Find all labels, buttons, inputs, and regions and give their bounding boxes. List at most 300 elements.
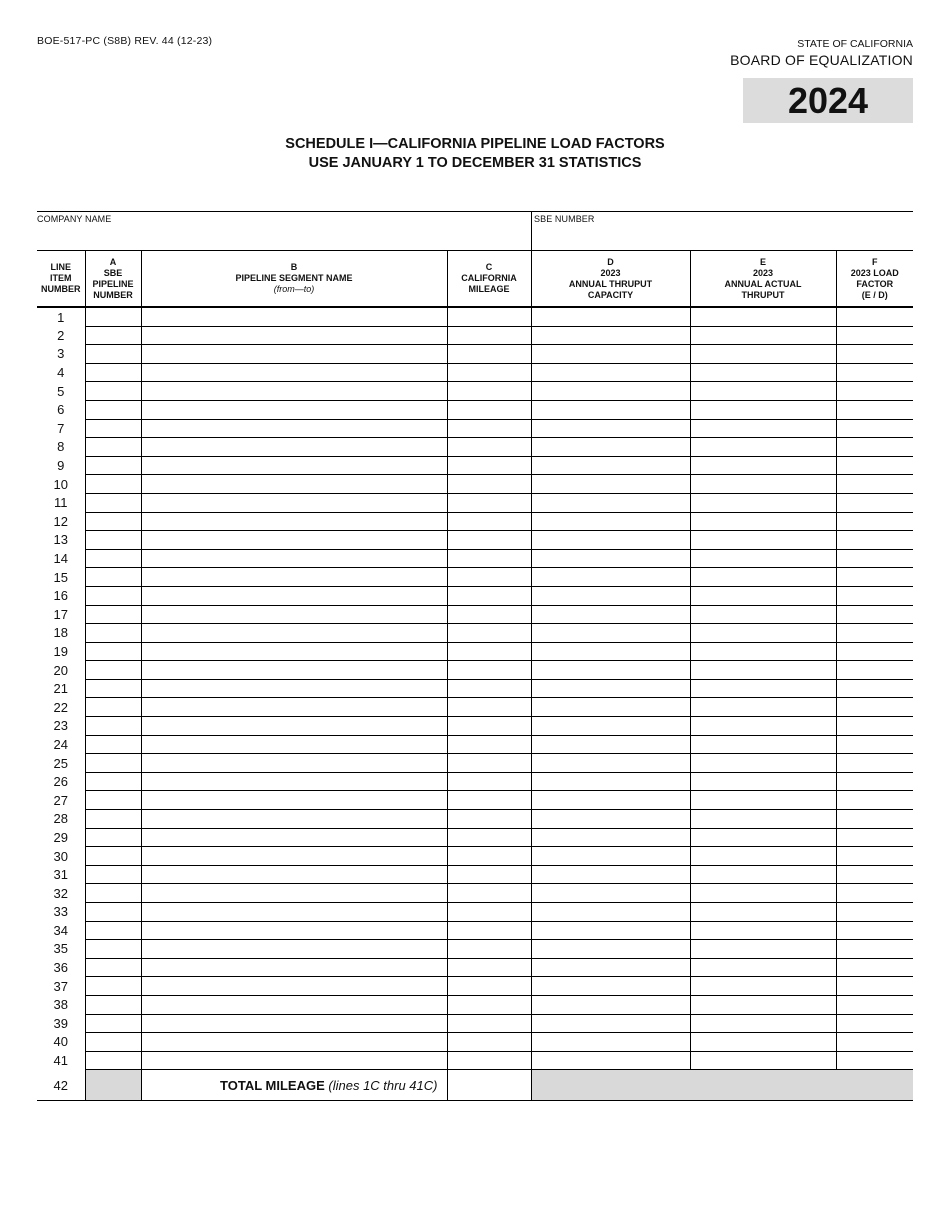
line-number: 41 <box>53 1053 68 1069</box>
table-row <box>37 1014 913 1033</box>
column-header-text: E <box>759 256 766 267</box>
column-header-a <box>85 251 141 308</box>
cell-d[interactable] <box>531 531 690 550</box>
cell-b[interactable] <box>141 1014 447 1033</box>
cell-c[interactable] <box>447 493 531 512</box>
cell-d[interactable] <box>531 754 690 773</box>
cell-b[interactable] <box>141 512 447 531</box>
cell-f[interactable] <box>836 940 913 959</box>
cell-e[interactable] <box>690 772 836 791</box>
cell-f[interactable] <box>836 363 913 382</box>
line-number: 39 <box>53 1015 68 1031</box>
cell-f[interactable] <box>836 679 913 698</box>
cell-d[interactable] <box>531 475 690 494</box>
cell-a[interactable] <box>85 717 141 736</box>
cell-e[interactable] <box>690 958 836 977</box>
cell-d[interactable] <box>531 642 690 661</box>
cell-b[interactable] <box>141 475 447 494</box>
cell-e[interactable] <box>690 903 836 922</box>
total-mileage-cell[interactable] <box>447 1070 531 1101</box>
cell-d[interactable] <box>531 438 690 457</box>
line-number: 34 <box>53 922 68 938</box>
cell-d[interactable] <box>531 1033 690 1052</box>
cell-e[interactable] <box>690 438 836 457</box>
cell-f[interactable] <box>836 772 913 791</box>
cell-a[interactable] <box>85 326 141 345</box>
cell-c[interactable] <box>447 1033 531 1052</box>
cell-f[interactable] <box>836 475 913 494</box>
cell-f[interactable] <box>836 735 913 754</box>
cell-b[interactable] <box>141 307 447 326</box>
cell-c[interactable] <box>447 438 531 457</box>
cell-e[interactable] <box>690 326 836 345</box>
cell-a[interactable] <box>85 493 141 512</box>
table-row <box>37 419 913 438</box>
cell-a[interactable] <box>85 307 141 326</box>
cell-c[interactable] <box>447 717 531 736</box>
line-number: 21 <box>53 681 68 697</box>
cell-a[interactable] <box>85 382 141 401</box>
cell-b[interactable] <box>141 400 447 419</box>
table-row <box>37 903 913 922</box>
cell-a[interactable] <box>85 810 141 829</box>
column-header-text: NUMBER <box>93 289 133 300</box>
cell-f[interactable] <box>836 624 913 643</box>
cell-f[interactable] <box>836 995 913 1014</box>
line-number: 18 <box>53 625 68 641</box>
cell-c[interactable] <box>447 810 531 829</box>
cell-e[interactable] <box>690 810 836 829</box>
cell-c[interactable] <box>447 661 531 680</box>
cell-c[interactable] <box>447 847 531 866</box>
cell-c[interactable] <box>447 735 531 754</box>
cell-b[interactable] <box>141 456 447 475</box>
line-number: 16 <box>53 588 68 604</box>
shaded-cell <box>531 1070 913 1101</box>
cell-c[interactable] <box>447 345 531 364</box>
cell-e[interactable] <box>690 921 836 940</box>
cell-a[interactable] <box>85 1014 141 1033</box>
cell-f[interactable] <box>836 865 913 884</box>
cell-a[interactable] <box>85 940 141 959</box>
cell-a[interactable] <box>85 400 141 419</box>
cell-d[interactable] <box>531 772 690 791</box>
cell-d[interactable] <box>531 884 690 903</box>
cell-b[interactable] <box>141 642 447 661</box>
table-row <box>37 940 913 959</box>
cell-d[interactable] <box>531 605 690 624</box>
cell-e[interactable] <box>690 419 836 438</box>
cell-e[interactable] <box>690 1051 836 1070</box>
cell-c[interactable] <box>447 772 531 791</box>
cell-a[interactable] <box>85 828 141 847</box>
cell-c[interactable] <box>447 549 531 568</box>
cell-b[interactable] <box>141 977 447 996</box>
cell-d[interactable] <box>531 698 690 717</box>
cell-f[interactable] <box>836 921 913 940</box>
cell-a[interactable] <box>85 605 141 624</box>
cell-a[interactable] <box>85 475 141 494</box>
cell-e[interactable] <box>690 828 836 847</box>
cell-a[interactable] <box>85 661 141 680</box>
table-row <box>37 977 913 996</box>
cell-d[interactable] <box>531 828 690 847</box>
cell-e[interactable] <box>690 940 836 959</box>
cell-a[interactable] <box>85 679 141 698</box>
line-number: 42 <box>37 1070 85 1101</box>
cell-d[interactable] <box>531 1014 690 1033</box>
cell-b[interactable] <box>141 586 447 605</box>
cell-a[interactable] <box>85 624 141 643</box>
cell-f[interactable] <box>836 531 913 550</box>
cell-e[interactable] <box>690 642 836 661</box>
cell-b[interactable] <box>141 940 447 959</box>
line-number: 20 <box>53 662 68 678</box>
cell-a[interactable] <box>85 958 141 977</box>
cell-b[interactable] <box>141 903 447 922</box>
cell-f[interactable] <box>836 382 913 401</box>
cell-b[interactable] <box>141 493 447 512</box>
line-number: 33 <box>53 904 68 920</box>
table-row <box>37 307 913 326</box>
cell-b[interactable] <box>141 345 447 364</box>
cell-b[interactable] <box>141 958 447 977</box>
cell-e[interactable] <box>690 605 836 624</box>
cell-a[interactable] <box>85 531 141 550</box>
cell-f[interactable] <box>836 903 913 922</box>
line-number: 35 <box>53 941 68 957</box>
sbe-number-label: SBE NUMBER <box>534 214 595 224</box>
cell-e[interactable] <box>690 568 836 587</box>
cell-a[interactable] <box>85 995 141 1014</box>
line-number: 36 <box>53 960 68 976</box>
cell-d[interactable] <box>531 791 690 810</box>
cell-d[interactable] <box>531 568 690 587</box>
cell-a[interactable] <box>85 754 141 773</box>
cell-e[interactable] <box>690 456 836 475</box>
cell-b[interactable] <box>141 605 447 624</box>
cell-c[interactable] <box>447 642 531 661</box>
cell-f[interactable] <box>836 438 913 457</box>
cell-f[interactable] <box>836 698 913 717</box>
column-header-text: A <box>109 256 117 267</box>
cell-c[interactable] <box>447 884 531 903</box>
cell-a[interactable] <box>85 772 141 791</box>
cell-f[interactable] <box>836 717 913 736</box>
cell-f[interactable] <box>836 605 913 624</box>
cell-f[interactable] <box>836 512 913 531</box>
cell-d[interactable] <box>531 419 690 438</box>
cell-e[interactable] <box>690 661 836 680</box>
cell-e[interactable] <box>690 847 836 866</box>
cell-c[interactable] <box>447 791 531 810</box>
table-row <box>37 995 913 1014</box>
cell-e[interactable] <box>690 586 836 605</box>
cell-c[interactable] <box>447 977 531 996</box>
cell-e[interactable] <box>690 717 836 736</box>
cell-b[interactable] <box>141 810 447 829</box>
cell-c[interactable] <box>447 586 531 605</box>
column-header-c <box>447 251 531 308</box>
cell-b[interactable] <box>141 828 447 847</box>
cell-d[interactable] <box>531 493 690 512</box>
cell-d[interactable] <box>531 456 690 475</box>
cell-d[interactable] <box>531 847 690 866</box>
line-number: 26 <box>53 774 68 790</box>
cell-a[interactable] <box>85 642 141 661</box>
cell-a[interactable] <box>85 735 141 754</box>
cell-d[interactable] <box>531 810 690 829</box>
cell-e[interactable] <box>690 884 836 903</box>
cell-d[interactable] <box>531 1051 690 1070</box>
cell-b[interactable] <box>141 624 447 643</box>
cell-f[interactable] <box>836 345 913 364</box>
cell-f[interactable] <box>836 307 913 326</box>
table-row <box>37 493 913 512</box>
cell-d[interactable] <box>531 363 690 382</box>
cell-b[interactable] <box>141 791 447 810</box>
cell-a[interactable] <box>85 903 141 922</box>
cell-f[interactable] <box>836 1051 913 1070</box>
cell-f[interactable] <box>836 1033 913 1052</box>
cell-d[interactable] <box>531 382 690 401</box>
cell-e[interactable] <box>690 1014 836 1033</box>
cell-c[interactable] <box>447 531 531 550</box>
cell-a[interactable] <box>85 438 141 457</box>
cell-b[interactable] <box>141 884 447 903</box>
cell-b[interactable] <box>141 698 447 717</box>
cell-f[interactable] <box>836 847 913 866</box>
cell-a[interactable] <box>85 586 141 605</box>
cell-d[interactable] <box>531 624 690 643</box>
cell-e[interactable] <box>690 549 836 568</box>
cell-c[interactable] <box>447 382 531 401</box>
cell-d[interactable] <box>531 921 690 940</box>
cell-e[interactable] <box>690 345 836 364</box>
cell-e[interactable] <box>690 363 836 382</box>
cell-e[interactable] <box>690 679 836 698</box>
cell-d[interactable] <box>531 326 690 345</box>
cell-c[interactable] <box>447 921 531 940</box>
table-row <box>37 475 913 494</box>
cell-c[interactable] <box>447 940 531 959</box>
column-header-line <box>37 251 85 308</box>
cell-a[interactable] <box>85 884 141 903</box>
cell-f[interactable] <box>836 419 913 438</box>
table-row <box>37 1033 913 1052</box>
cell-b[interactable] <box>141 382 447 401</box>
cell-e[interactable] <box>690 400 836 419</box>
cell-c[interactable] <box>447 512 531 531</box>
cell-b[interactable] <box>141 661 447 680</box>
cell-d[interactable] <box>531 977 690 996</box>
cell-b[interactable] <box>141 1051 447 1070</box>
cell-e[interactable] <box>690 865 836 884</box>
cell-f[interactable] <box>836 810 913 829</box>
cell-f[interactable] <box>836 884 913 903</box>
table-row <box>37 884 913 903</box>
cell-c[interactable] <box>447 903 531 922</box>
cell-d[interactable] <box>531 512 690 531</box>
table-row <box>37 624 913 643</box>
cell-a[interactable] <box>85 698 141 717</box>
cell-f[interactable] <box>836 977 913 996</box>
cell-a[interactable] <box>85 847 141 866</box>
table-row <box>37 382 913 401</box>
cell-f[interactable] <box>836 754 913 773</box>
cell-b[interactable] <box>141 735 447 754</box>
cell-b[interactable] <box>141 531 447 550</box>
cell-f[interactable] <box>836 828 913 847</box>
cell-f[interactable] <box>836 791 913 810</box>
cell-f[interactable] <box>836 958 913 977</box>
cell-e[interactable] <box>690 1033 836 1052</box>
cell-c[interactable] <box>447 307 531 326</box>
cell-c[interactable] <box>447 1051 531 1070</box>
total-mileage-label <box>141 1070 447 1101</box>
cell-c[interactable] <box>447 679 531 698</box>
cell-e[interactable] <box>690 791 836 810</box>
company-info-section <box>37 211 913 251</box>
company-name-label: COMPANY NAME <box>37 214 112 224</box>
cell-d[interactable] <box>531 679 690 698</box>
total-label-note: (lines 1C thru 41C) <box>328 1077 438 1093</box>
cell-d[interactable] <box>531 549 690 568</box>
cell-b[interactable] <box>141 717 447 736</box>
table-row <box>37 642 913 661</box>
cell-a[interactable] <box>85 363 141 382</box>
cell-e[interactable] <box>690 995 836 1014</box>
cell-e[interactable] <box>690 754 836 773</box>
cell-c[interactable] <box>447 865 531 884</box>
cell-d[interactable] <box>531 958 690 977</box>
cell-c[interactable] <box>447 754 531 773</box>
cell-e[interactable] <box>690 512 836 531</box>
cell-a[interactable] <box>85 1033 141 1052</box>
cell-c[interactable] <box>447 1014 531 1033</box>
column-header-text: NUMBER <box>41 284 81 294</box>
cell-e[interactable] <box>690 624 836 643</box>
cell-b[interactable] <box>141 865 447 884</box>
cell-e[interactable] <box>690 531 836 550</box>
cell-b[interactable] <box>141 679 447 698</box>
line-number: 6 <box>57 402 65 418</box>
cell-c[interactable] <box>447 475 531 494</box>
cell-a[interactable] <box>85 1051 141 1070</box>
cell-d[interactable] <box>531 995 690 1014</box>
cell-b[interactable] <box>141 438 447 457</box>
cell-b[interactable] <box>141 995 447 1014</box>
cell-c[interactable] <box>447 605 531 624</box>
column-header-text: ANNUAL THRUPUT <box>568 278 653 289</box>
cell-e[interactable] <box>690 977 836 996</box>
cell-f[interactable] <box>836 661 913 680</box>
cell-a[interactable] <box>85 419 141 438</box>
cell-e[interactable] <box>690 493 836 512</box>
cell-f[interactable] <box>836 1014 913 1033</box>
cell-c[interactable] <box>447 326 531 345</box>
cell-c[interactable] <box>447 419 531 438</box>
cell-d[interactable] <box>531 345 690 364</box>
cell-c[interactable] <box>447 828 531 847</box>
cell-d[interactable] <box>531 717 690 736</box>
cell-f[interactable] <box>836 493 913 512</box>
cell-b[interactable] <box>141 549 447 568</box>
cell-b[interactable] <box>141 754 447 773</box>
cell-e[interactable] <box>690 475 836 494</box>
cell-a[interactable] <box>85 568 141 587</box>
column-header-text: FACTOR <box>856 278 894 289</box>
form-subtitle: USE JANUARY 1 TO DECEMBER 31 STATISTICS <box>308 155 642 171</box>
cell-e[interactable] <box>690 307 836 326</box>
cell-c[interactable] <box>447 456 531 475</box>
cell-b[interactable] <box>141 847 447 866</box>
line-number: 12 <box>53 513 68 529</box>
line-number: 25 <box>53 755 68 771</box>
cell-f[interactable] <box>836 586 913 605</box>
table-row <box>37 438 913 457</box>
cell-a[interactable] <box>85 345 141 364</box>
line-number: 31 <box>53 867 68 883</box>
cell-c[interactable] <box>447 958 531 977</box>
column-header-d <box>531 251 690 308</box>
cell-e[interactable] <box>690 735 836 754</box>
company-name-field[interactable] <box>37 225 527 249</box>
cell-f[interactable] <box>836 326 913 345</box>
cell-d[interactable] <box>531 865 690 884</box>
cell-a[interactable] <box>85 512 141 531</box>
cell-f[interactable] <box>836 549 913 568</box>
cell-d[interactable] <box>531 940 690 959</box>
cell-b[interactable] <box>141 921 447 940</box>
cell-b[interactable] <box>141 772 447 791</box>
cell-a[interactable] <box>85 921 141 940</box>
line-number: 3 <box>57 346 65 362</box>
cell-a[interactable] <box>85 549 141 568</box>
line-number: 19 <box>53 643 68 659</box>
cell-a[interactable] <box>85 791 141 810</box>
cell-c[interactable] <box>447 698 531 717</box>
cell-d[interactable] <box>531 903 690 922</box>
cell-d[interactable] <box>531 586 690 605</box>
sbe-number-field[interactable] <box>534 225 910 249</box>
cell-f[interactable] <box>836 642 913 661</box>
cell-e[interactable] <box>690 698 836 717</box>
cell-b[interactable] <box>141 568 447 587</box>
cell-c[interactable] <box>447 400 531 419</box>
cell-a[interactable] <box>85 456 141 475</box>
cell-c[interactable] <box>447 363 531 382</box>
cell-b[interactable] <box>141 326 447 345</box>
cell-c[interactable] <box>447 995 531 1014</box>
cell-d[interactable] <box>531 307 690 326</box>
cell-b[interactable] <box>141 363 447 382</box>
cell-b[interactable] <box>141 419 447 438</box>
cell-a[interactable] <box>85 977 141 996</box>
cell-d[interactable] <box>531 661 690 680</box>
cell-d[interactable] <box>531 400 690 419</box>
cell-a[interactable] <box>85 865 141 884</box>
cell-b[interactable] <box>141 1033 447 1052</box>
cell-f[interactable] <box>836 456 913 475</box>
cell-f[interactable] <box>836 568 913 587</box>
cell-c[interactable] <box>447 568 531 587</box>
column-header-text: CALIFORNIA <box>461 273 517 283</box>
cell-f[interactable] <box>836 400 913 419</box>
cell-e[interactable] <box>690 382 836 401</box>
cell-c[interactable] <box>447 624 531 643</box>
cell-d[interactable] <box>531 735 690 754</box>
